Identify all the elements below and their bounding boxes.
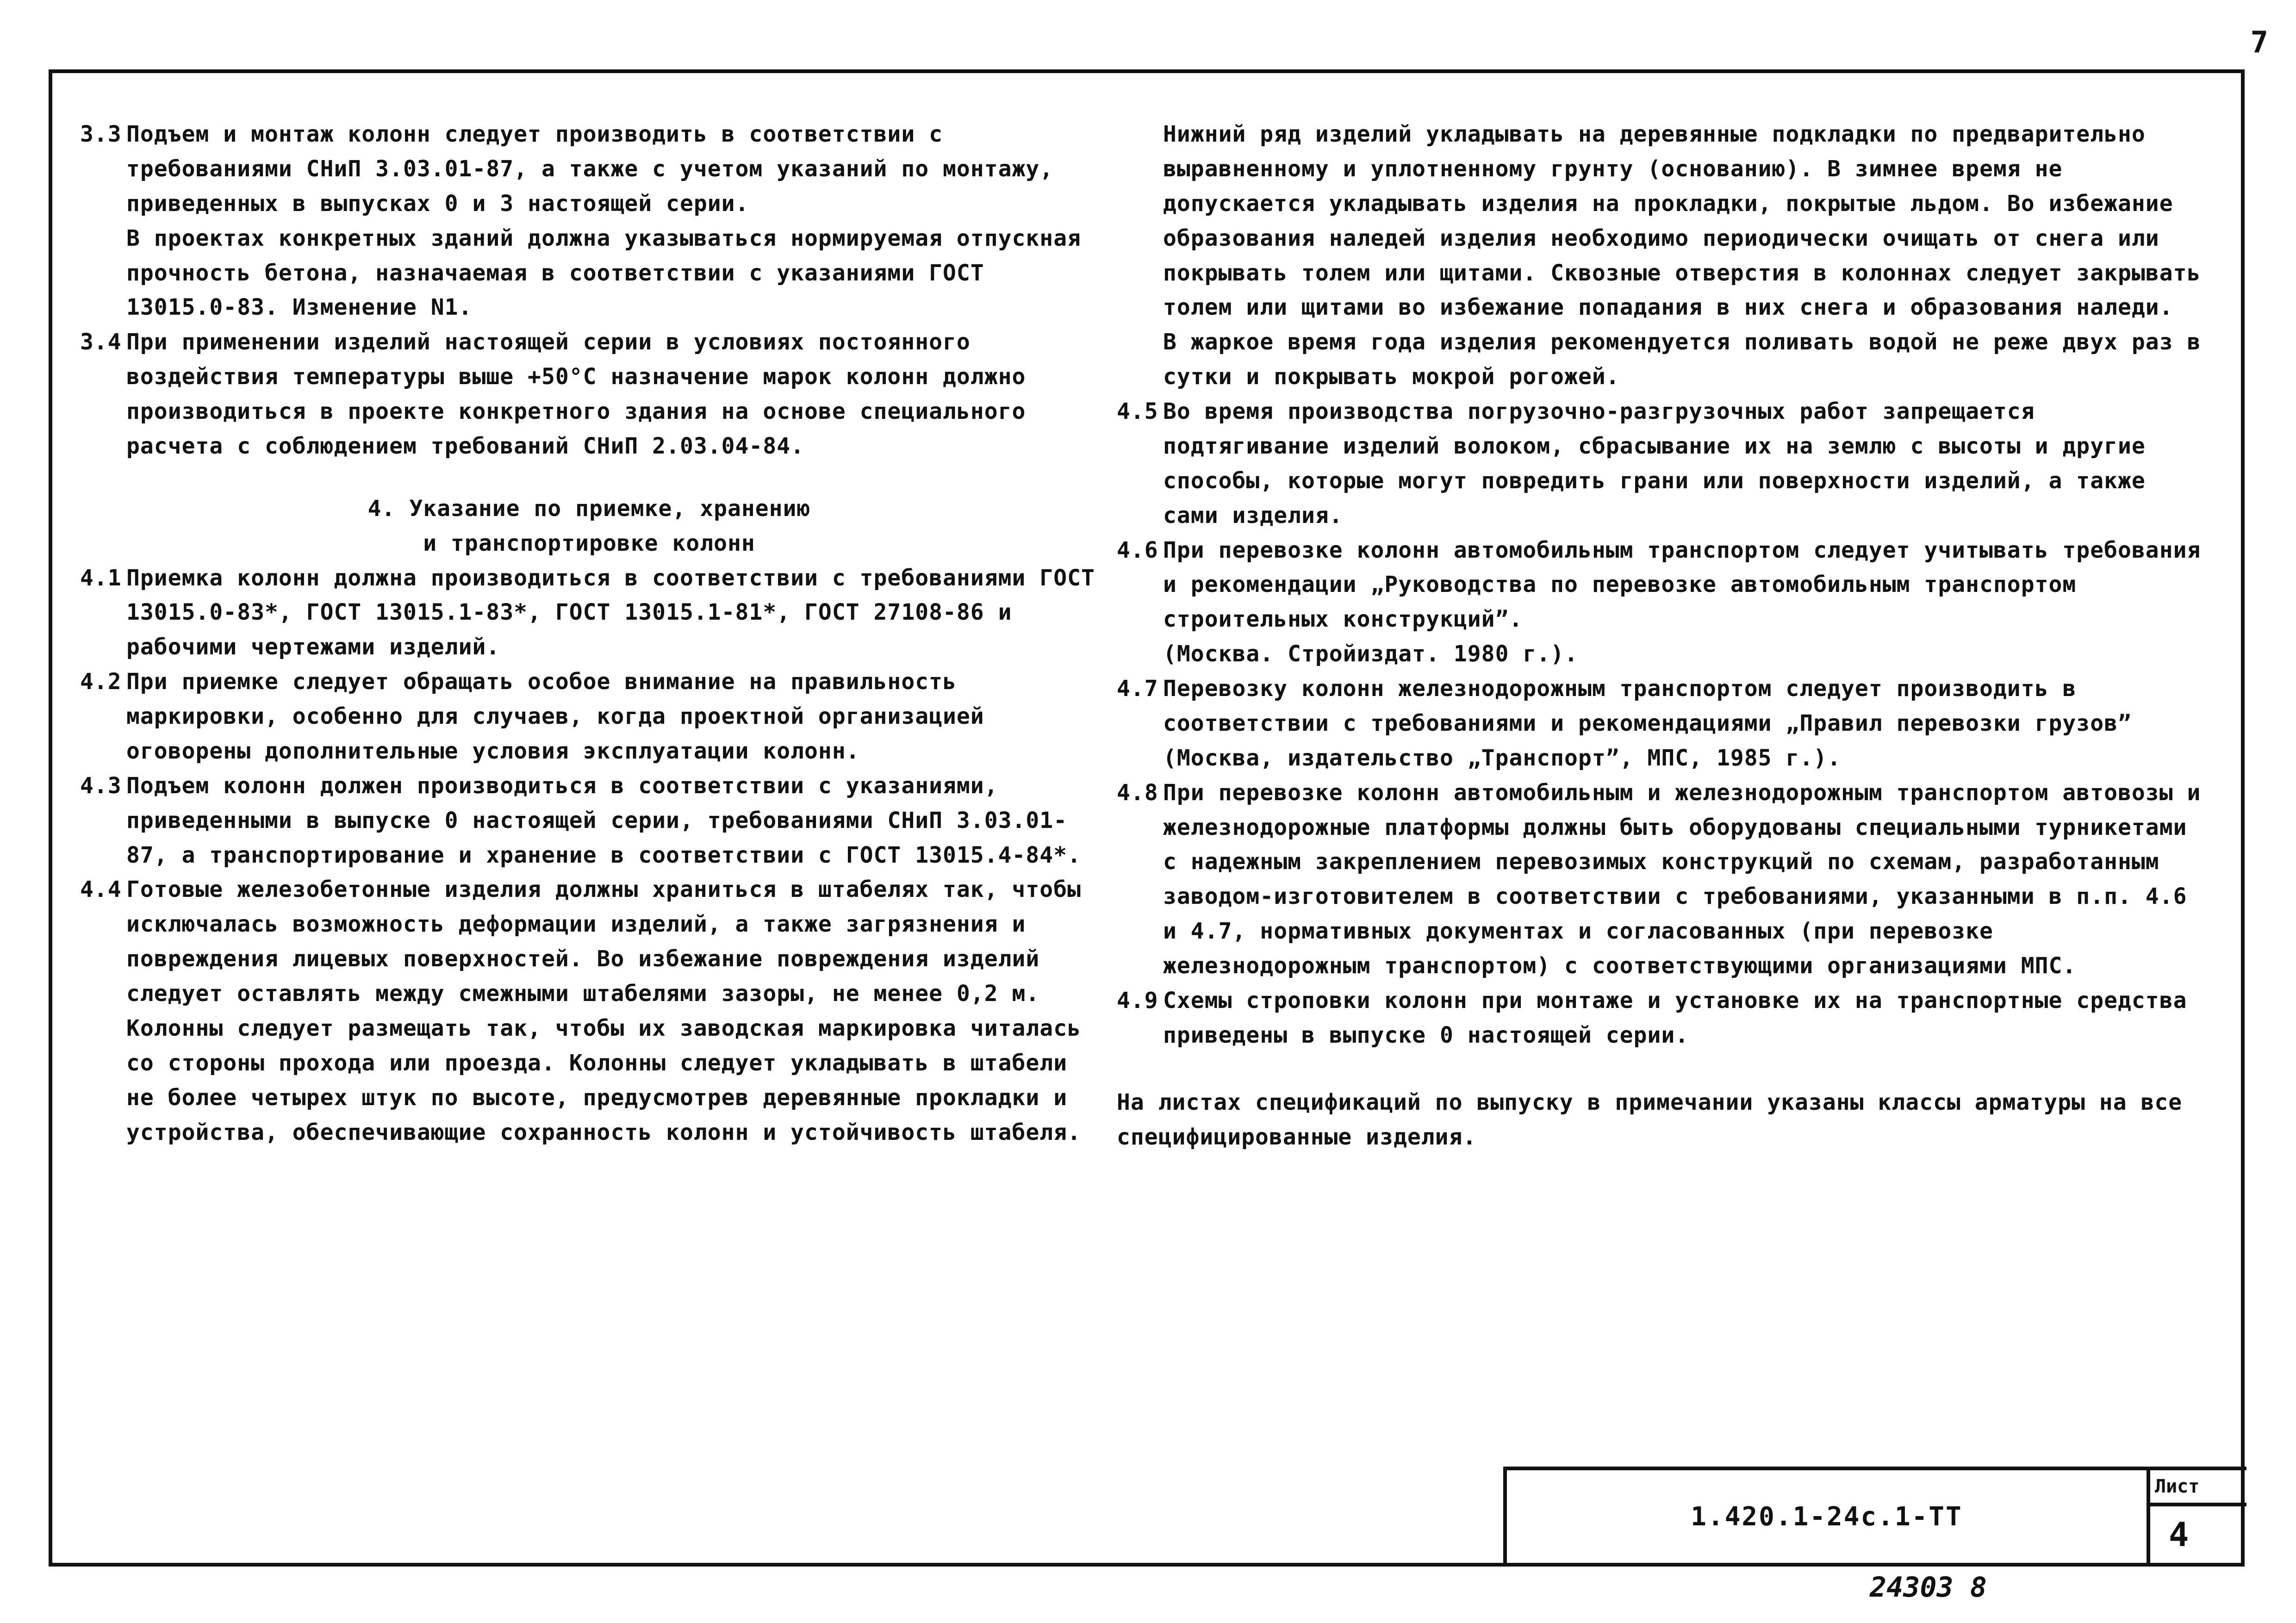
clause-number: 3.4: [80, 329, 122, 355]
clause-number: 4.6: [1117, 537, 1158, 563]
clause-number: 4.3: [80, 772, 122, 799]
clause-number: 4.7: [1117, 676, 1158, 702]
left-text-column: [80, 117, 1098, 1150]
clause-number: 4.9: [1117, 987, 1158, 1014]
storage-paragraph: Нижний ряд изделий укладывать на деревянные подкладки по предварительно выравненному и уплотненному грунту (основанию). В зимнее время не допускается укладывать изделия на прокладки, покрытые льдом. Во избежание образования наледей изделия необходимо периодически очищать от снега или покрывать толем или щитами. Сквозные отверстия в колоннах следует закрывать толем или щитами во избежание попадания в них снега и образования наледи.: [1163, 121, 2201, 321]
section-title-line-1: 4. Указание по приемке, хранению: [367, 495, 811, 522]
sheet-number: 4: [2169, 1515, 2189, 1554]
clause-4-5: [1117, 394, 2209, 533]
clause-text: Готовые железобетонные изделия должны храниться в штабелях так, чтобы исключалась возможность деформации изделий, а также загрязнения и повреждения лицевых поверхностей. Во избежание повреждения изделий следует оставлять между смежными штабелями зазоры, не менее 0,2 м.: [126, 877, 1081, 1007]
clause-4-4-extra: Колонны следует размещать так, чтобы их заводская маркировка читалась со стороны прохода или проезда. Колонны следует укладывать в штабели не более четырех штук по высоте, предусмотрев деревянные прокладки и устройства, обеспечивающие сохранность колонн и устойчивость штабеля.: [126, 1015, 1081, 1145]
clause-number: 4.1: [80, 565, 122, 591]
clause-4-1: [80, 561, 1098, 665]
clause-4-8: [1117, 776, 2209, 983]
right-text-column: [1117, 117, 2209, 1154]
clause-text: При перевозке колонн автомобильным транспортом следует учитывать требования и рекомендации „Руководства по перевозке автомобильным транспортом строительных конструкций”.: [1163, 537, 2201, 633]
title-block: [1503, 1467, 2246, 1563]
clause-text: При применении изделий настоящей серии в условиях постоянного воздействия температуры выше +50°С назначение марок колонн должно производиться в проекте конкретного здания на основе специального расчета с соблюдением требований СНиП 2.03.04-84.: [126, 329, 1026, 459]
clause-3-3: [80, 117, 1098, 221]
sheet-label: Лист: [2150, 1470, 2246, 1506]
clause-4-9: [1117, 983, 2209, 1053]
clause-4-7: [1117, 672, 2209, 776]
clause-4-3: [80, 769, 1098, 873]
clause-number: 4.4: [80, 877, 122, 903]
clause-4-6: [1117, 533, 2209, 637]
specification-note: На листах спецификаций по выпуску в примечании указаны классы арматуры на все специфицированные изделия.: [1117, 1089, 2183, 1150]
drawing-sheet-frame: [49, 69, 2245, 1567]
sheet-cell: [2147, 1470, 2246, 1563]
handwritten-inventory-note: 24303 8: [1870, 1571, 1987, 1604]
clause-text: Приемка колонн должна производиться в соответствии с требованиями ГОСТ 13015.0-83*, ГОСТ 13015.1-83*, ГОСТ 13015.1-81*, ГОСТ 27108-86 и рабочими чертежами изделий.: [126, 565, 1095, 660]
hot-weather-paragraph: В жаркое время года изделия рекомендуется поливать водой не реже двух раз в сутки и покрывать мокрой рогожей.: [1163, 329, 2201, 390]
clause-3-3-extra: В проектах конкретных зданий должна указываться нормируемая отпускная прочность бетона, назначаемая в соответствии с указаниями ГОСТ 13015.0-83. Изменение N1.: [126, 225, 1081, 321]
clause-4-4: [80, 872, 1098, 1011]
document-code: 1.420.1-24с.1-ТТ: [1691, 1501, 1963, 1532]
clause-number: 3.3: [80, 121, 122, 147]
clause-text: Перевозку колонн железнодорожным транспортом следует производить в соответствии с требованиями и рекомендациями „Правил перевозки грузов” (Москва, издательство „Транспорт”, МПС, 1985 г.).: [1163, 676, 2132, 771]
clause-4-6-extra: (Москва. Стройиздат. 1980 г.).: [1163, 641, 1578, 667]
clause-3-4: [80, 325, 1098, 464]
clause-number: 4.5: [1117, 398, 1158, 424]
section-4-title: [80, 491, 1098, 561]
section-title-line-2: и транспортировке колонн: [423, 530, 755, 556]
clause-text: При перевозке колонн автомобильным и железнодорожным транспортом автовозы и железнодорожные платформы должны быть оборудованы специальными турникетами с надежным закреплением перевозимых конструкций по схемам, разработанным заводом-изготовителем в соответствии с требованиями, указанными в п.п. 4.6 и 4.7, нормативных документах и согласованных (при перевозке железнодорожным транспортом) с соответствующими организациями МПС.: [1163, 779, 2201, 979]
clause-text: При приемке следует обращать особое внимание на правильность маркировки, особенно для случаев, когда проектной организацией оговорены дополнительные условия эксплуатации колонн.: [126, 669, 984, 764]
page-number: 7: [2250, 25, 2268, 60]
clause-4-2: [80, 665, 1098, 769]
clause-number: 4.8: [1117, 779, 1158, 806]
clause-number: 4.2: [80, 669, 122, 695]
clause-text: Подъем колонн должен производиться в соответствии с указаниями, приведенными в выпуске 0 настоящей серии, требованиями СНиП 3.03.01-87, а транспортирование и хранение в соответствии с ГОСТ 13015.4-84*.: [126, 772, 1081, 868]
clause-text: Схемы строповки колонн при монтаже и установке их на транспортные средства приведены в выпуске 0 настоящей серии.: [1163, 987, 2187, 1048]
clause-text: Во время производства погрузочно-разгрузочных работ запрещается подтягивание изделий волоком, сбрасывание их на землю с высоты и другие способы, которые могут повредить грани или поверхности изделий, а также сами изделия.: [1163, 398, 2146, 529]
clause-text: Подъем и монтаж колонн следует производить в соответствии с требованиями СНиП 3.03.01-87, а также с учетом указаний по монтажу, приведенных в выпусках 0 и 3 настоящей серии.: [126, 121, 1054, 217]
